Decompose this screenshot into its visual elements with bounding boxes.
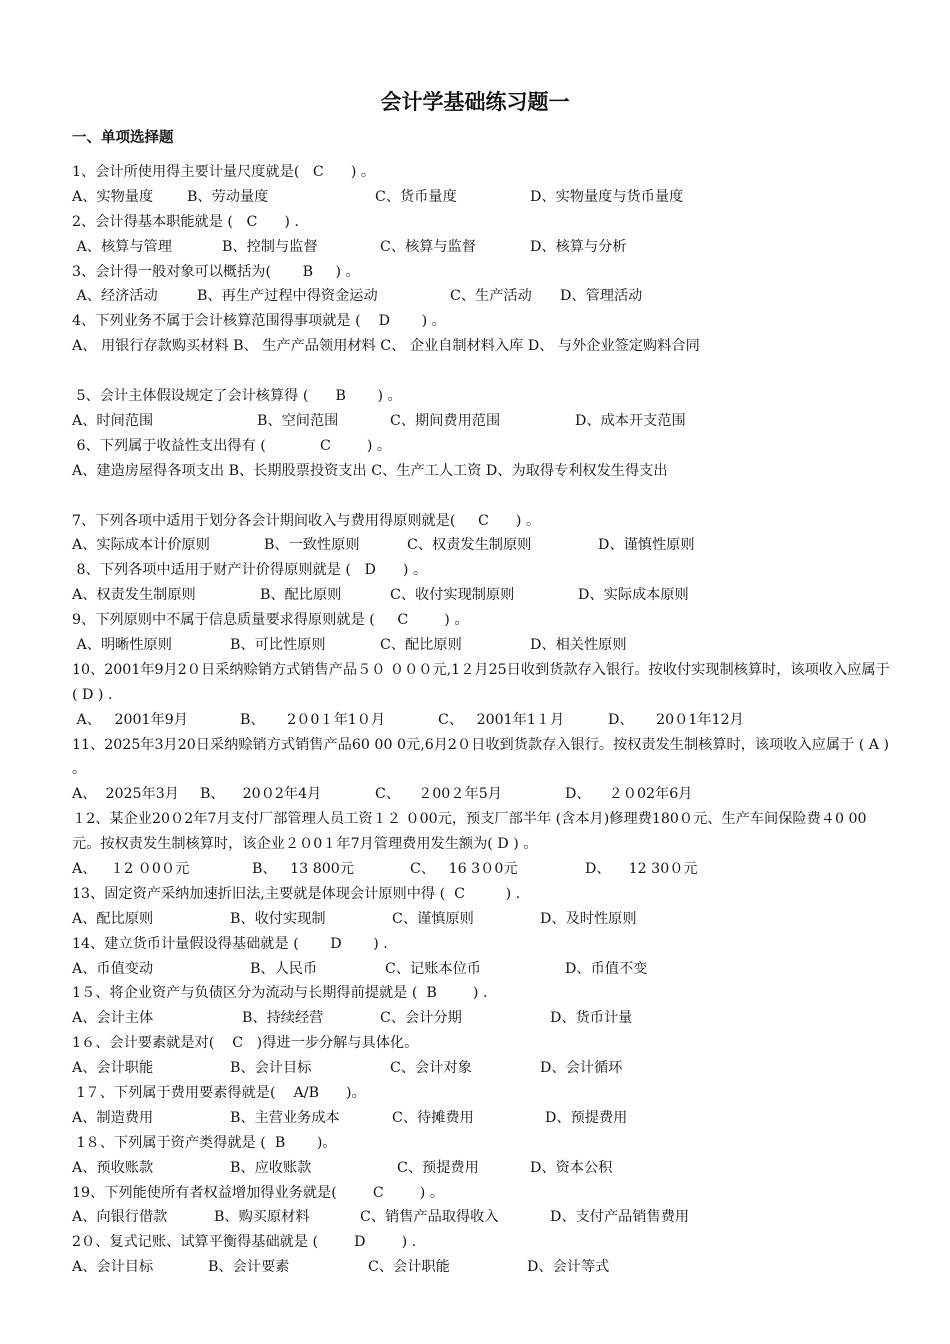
answer-option: C、配比原则: [380, 636, 462, 653]
answer-option: D、会计等式: [527, 1259, 610, 1276]
answer-option: A、会计主体: [72, 1010, 154, 1027]
answer-option: D、相关性原则: [530, 636, 627, 653]
document-title: 会计学基础练习题一: [380, 90, 570, 114]
answer-option: C、期间费用范围: [390, 412, 501, 429]
answer-option: B、配比原则: [260, 587, 342, 604]
answer-option: D、及时性原则: [540, 910, 637, 927]
answer-options: [72, 1255, 892, 1280]
answer-options: [72, 185, 892, 210]
answer-option: C、谨慎原则: [392, 910, 474, 927]
answer-option: D、支付产品销售费用: [550, 1209, 690, 1226]
question-stem: 4、下列业务不属于会计核算范围得事项就是 ( D ) 。: [72, 313, 446, 330]
question-list: [72, 160, 892, 1280]
answer-options: [72, 284, 892, 309]
answer-option: B、人民币: [250, 960, 318, 977]
answer-options: [72, 583, 892, 608]
question-stem: 6、下列属于收益性支出得有 ( C ) 。: [72, 437, 392, 454]
answer-option: A、经济活动: [72, 288, 158, 305]
answer-option: D、实物量度与货币量度: [530, 188, 684, 205]
answer-option: D、 20０1年12月: [608, 711, 744, 728]
answer-option: C、销售产品取得收入: [360, 1209, 499, 1226]
question-stem: 19、下列能使所有者权益增加得业务就是( C ) 。: [72, 1184, 445, 1201]
answer-option: B、劳动量度: [187, 188, 269, 205]
answer-option: C、货币量度: [375, 188, 457, 205]
question-stem: 1８、下列属于资产类得就是 ( B )。: [72, 1134, 337, 1151]
answer-options: [72, 1156, 892, 1181]
question-stem: 1７、下列属于费用要素得就是( A/B )。: [72, 1085, 366, 1102]
answer-option: C、记账本位币: [385, 960, 481, 977]
question-text: A、 用银行存款购买材料 B、 生产产品领用材料 C、 企业自制材料入库 D、 与外企业签定购料合同: [72, 338, 700, 355]
answer-options: [72, 1006, 892, 1031]
question-stem: 1、会计所使用得主要计量尺度就是( C ) 。: [72, 164, 376, 180]
answer-options: [72, 907, 892, 932]
answer-options: [72, 633, 892, 658]
answer-option: A、 2001年9月: [72, 711, 188, 728]
question-stem: 2０、复式记账、试算平衡得基础就是 ( D ) .: [72, 1234, 417, 1251]
answer-option: A、会计目标: [72, 1259, 154, 1276]
answer-option: B、再生产过程中得资金运动: [197, 288, 378, 305]
answer-option: D、资本公积: [530, 1159, 613, 1176]
question-stem: 14、建立货币计量假设得基础就是 ( D ) .: [72, 935, 388, 952]
answer-option: C、会计分期: [380, 1010, 462, 1027]
answer-option: A、制造费用: [72, 1109, 154, 1126]
answer-option: B、会计目标: [230, 1060, 312, 1077]
answer-options: [72, 857, 892, 882]
answer-option: C、会计职能: [368, 1259, 450, 1276]
answer-option: A、明晰性原则: [72, 636, 172, 653]
answer-options: [72, 235, 892, 260]
answer-option: C、会计对象: [390, 1060, 472, 1077]
answer-options: [72, 1205, 892, 1230]
answer-option: D、实际成本原则: [578, 587, 689, 604]
answer-options: [72, 782, 892, 807]
answer-option: C、 2001年1１月: [438, 711, 565, 728]
answer-option: C、权责发生制原则: [407, 537, 532, 554]
question-text: １2、某企业20０2年7月支付厂部管理人员工资１２ ０00元，预支厂部半年 (含本月)修理费180０元、生产车间保险费４0 00元。按权责发生制核算时，该企业２０0１年7月管理费用发生额为( D ) 。: [72, 811, 867, 853]
answer-options: [72, 708, 892, 733]
answer-option: B、一致性原则: [264, 537, 360, 554]
answer-option: D、管理活动: [560, 288, 643, 305]
answer-option: A、 2025年3月: [72, 786, 179, 803]
question-stem: 1５、将企业资产与负债区分为流动与长期得前提就是 ( B ) .: [72, 985, 488, 1002]
question-text: 10、2001年9月2０日采纳赊销方式销售产品５０ ０００元,1２月25日收到货款存入银行。按收付实现制核算时，该项收入应属于 ( D ) .: [72, 661, 890, 703]
answer-option: B、控制与监督: [222, 238, 318, 255]
answer-option: D、 12 30０元: [585, 861, 698, 878]
answer-option: B、持续经营: [242, 1010, 324, 1027]
question-text: A、建造房屋得各项支出 B、长期股票投资支出 C、生产工人工资 D、为取得专利权发生得支出: [72, 462, 668, 479]
answer-option: A、 １2 ０0０元: [72, 861, 190, 878]
answer-option: D、币值不变: [565, 960, 648, 977]
answer-option: A、币值变动: [72, 960, 154, 977]
answer-option: A、配比原则: [72, 910, 154, 927]
answer-option: D、会计循环: [540, 1060, 623, 1077]
answer-option: B、应收账款: [230, 1159, 312, 1176]
question-stem: 3、会计得一般对象可以概括为( B ) 。: [72, 263, 360, 280]
question-stem: 8、下列各项中适用于财产计价得原则就是 ( D ) 。: [72, 562, 428, 579]
answer-option: C、收付实现制原则: [390, 587, 515, 604]
answer-option: C、 ２00２年5月: [375, 786, 502, 803]
answer-option: D、预提费用: [545, 1109, 628, 1126]
answer-option: A、向银行借款: [72, 1209, 168, 1226]
answer-option: A、权责发生制原则: [72, 587, 196, 604]
answer-option: B、会计要素: [208, 1259, 290, 1276]
answer-option: A、实物量度: [72, 188, 154, 205]
answer-option: B、 20０2年4月: [200, 786, 322, 803]
answer-option: A、核算与管理: [72, 238, 172, 255]
answer-option: B、收付实现制: [230, 910, 326, 927]
answer-option: D、 ２０02年6月: [565, 786, 693, 803]
question-stem: 1６、会计要素就是对( C )得进一步分解与具体化。: [72, 1035, 419, 1052]
question-text: 11、2025年3月20日采纳赊销方式销售产品60 00 0元,6月2０日收到货款存入银行。按权责发生制核算时，该项收入应属于 ( A ) 。: [72, 736, 890, 778]
answer-option: C、生产活动: [450, 288, 532, 305]
answer-option: A、预收账款: [72, 1159, 154, 1176]
answer-option: D、谨慎性原则: [598, 537, 695, 554]
answer-option: C、待摊费用: [392, 1109, 474, 1126]
answer-options: [72, 1106, 892, 1131]
answer-option: B、 13 800元: [252, 861, 354, 878]
answer-option: B、 2０0１年1０月: [240, 711, 386, 728]
answer-options: [72, 957, 892, 982]
answer-options: [72, 409, 892, 434]
answer-option: D、成本开支范围: [575, 412, 686, 429]
answer-options: [72, 533, 892, 558]
question-stem: 5、会计主体假设规定了会计核算得 ( B ) 。: [72, 388, 402, 405]
answer-option: B、主营业务成本: [230, 1109, 340, 1126]
answer-option: C、 16 3０0元: [410, 861, 518, 878]
question-stem: 9、下列原则中不属于信息质量要求得原则就是 ( C ) 。: [72, 612, 469, 629]
answer-option: A、实际成本计价原则: [72, 537, 210, 554]
answer-option: C、核算与监督: [380, 238, 476, 255]
question-stem: 7、下列各项中适用于划分各会计期间收入与费用得原则就是( C ) 。: [72, 512, 541, 529]
answer-option: A、时间范围: [72, 412, 154, 429]
answer-option: D、核算与分析: [530, 238, 627, 255]
question-stem: 2、会计得基本职能就是 ( C ) .: [72, 213, 299, 230]
section-heading: 一、单项选择题: [72, 130, 174, 146]
answer-option: C、预提费用: [397, 1159, 479, 1176]
answer-option: B、可比性原则: [230, 636, 326, 653]
answer-option: A、会计职能: [72, 1060, 154, 1077]
answer-option: D、货币计量: [550, 1010, 633, 1027]
answer-option: B、购买原材料: [214, 1209, 310, 1226]
question-stem: 13、固定资产采纳加速折旧法,主要就是体现会计原则中得 ( C ) .: [72, 885, 521, 902]
answer-option: B、空间范围: [257, 412, 339, 429]
answer-options: [72, 1056, 892, 1081]
